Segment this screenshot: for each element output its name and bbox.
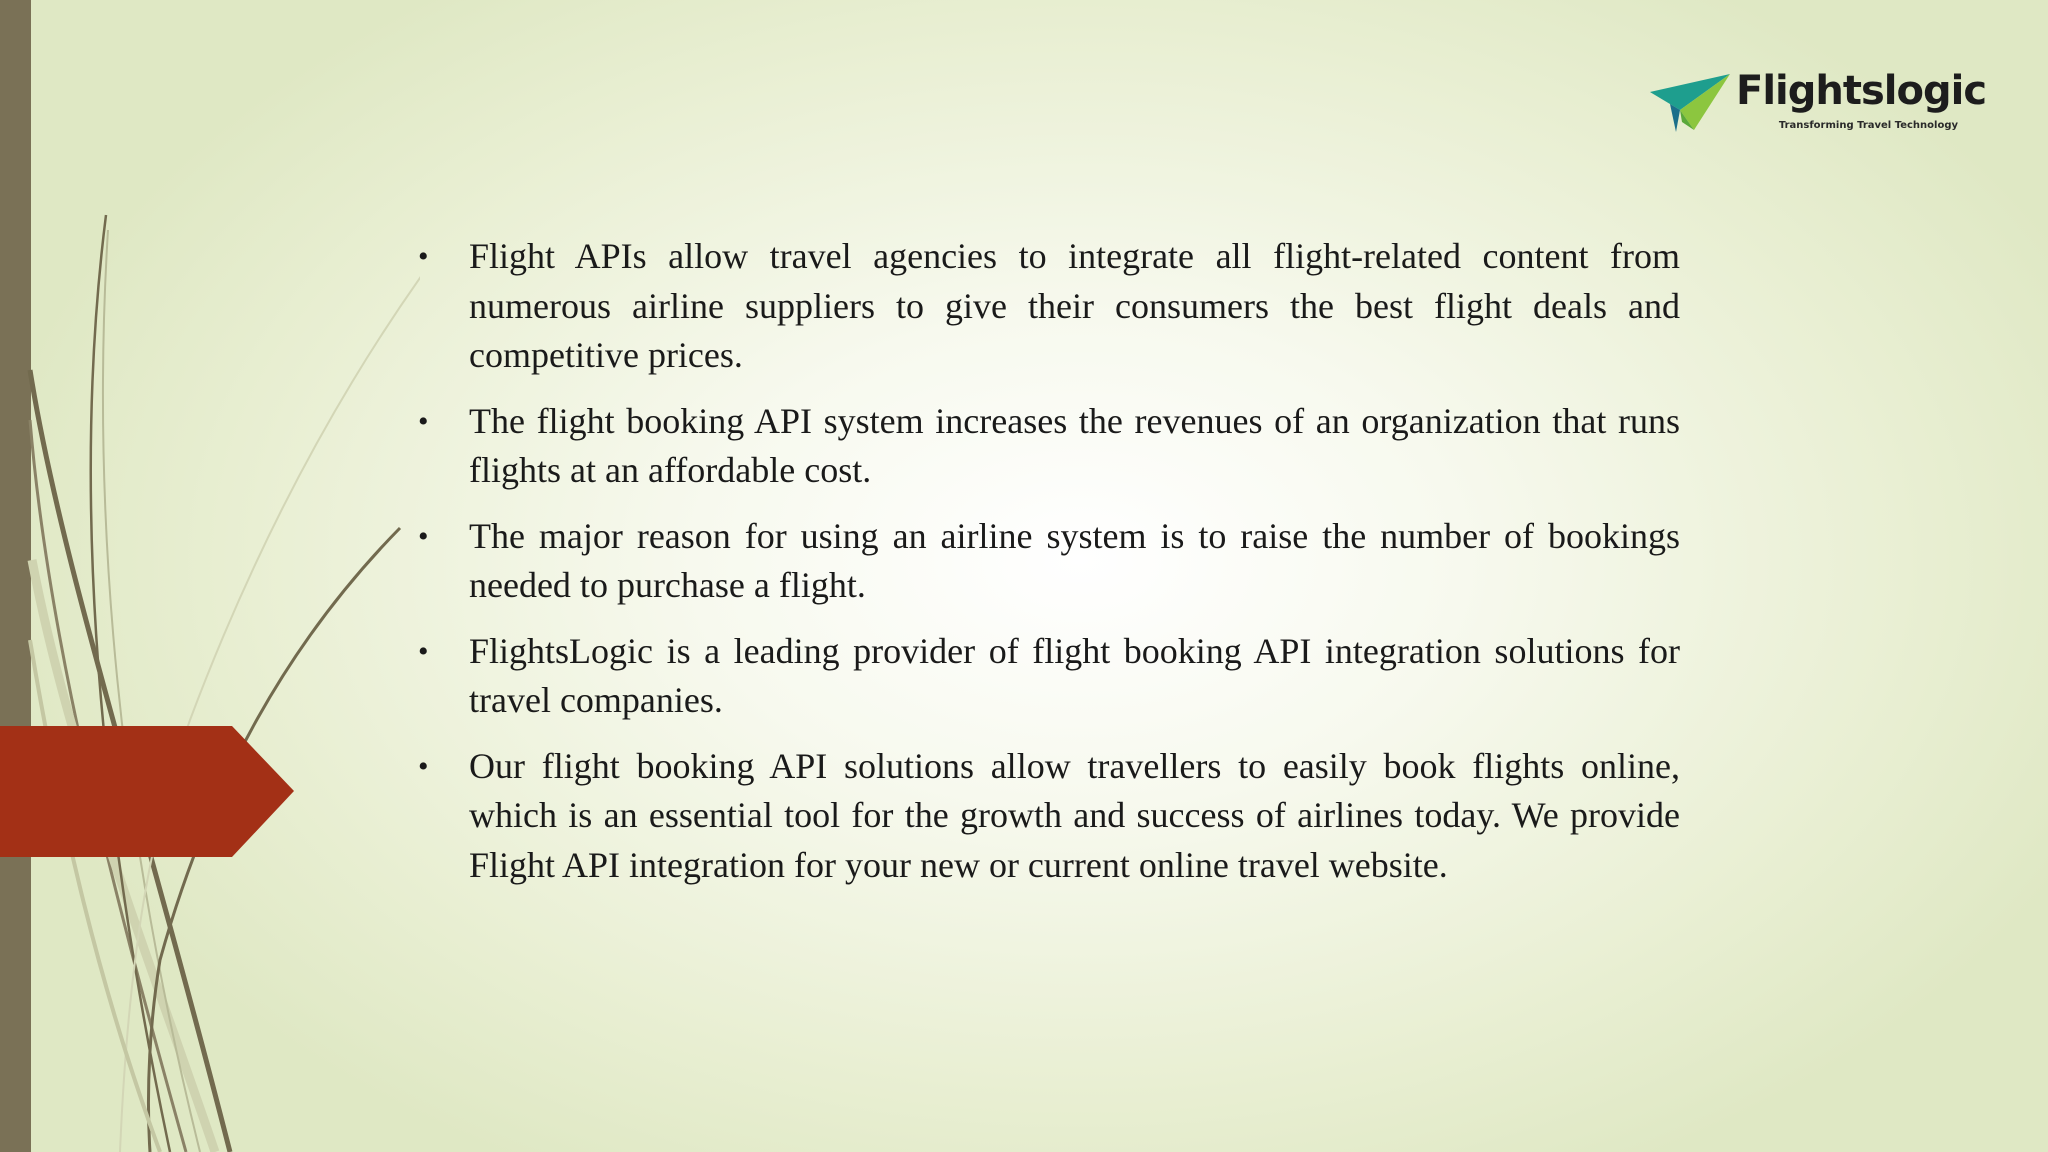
bullet-item xyxy=(418,627,1680,726)
bullet-text: The major reason for using an airline system is to raise the number of bookings needed to purchase a flight. xyxy=(469,515,1680,605)
bullet-icon: • xyxy=(418,404,429,438)
bullet-item xyxy=(418,397,1680,496)
bullet-icon: • xyxy=(418,519,429,553)
bullet-text: FlightsLogic is a leading provider of flight booking API integration solutions for travel companies. xyxy=(469,630,1680,720)
bullet-item xyxy=(418,232,1680,381)
bullet-text: Our flight booking API solutions allow travellers to easily book flights online, which is an essential tool for the growth and success of airlines today. We provide Flight API integration for your new or current online travel website. xyxy=(469,745,1680,885)
decorative-curves xyxy=(0,0,420,1152)
bullet-text: Flight APIs allow travel agencies to integrate all flight-related content from numerous airline suppliers to give their consumers the best flight deals and competitive prices. xyxy=(469,236,1680,375)
company-logo xyxy=(1650,68,1987,136)
bullet-item xyxy=(418,742,1680,891)
paper-plane-icon xyxy=(1650,70,1730,136)
bullet-icon: • xyxy=(418,749,429,783)
logo-name: Flightslogic xyxy=(1736,68,1987,114)
bullet-icon: • xyxy=(418,634,429,668)
bullet-text: The flight booking API system increases the revenues of an organization that runs flights at an affordable cost. xyxy=(469,400,1680,490)
bullet-item xyxy=(418,512,1680,611)
slide-content xyxy=(418,232,1680,906)
bullet-icon: • xyxy=(418,240,429,273)
bullet-list xyxy=(418,232,1680,890)
logo-tagline: Transforming Travel Technology xyxy=(1778,120,1958,131)
accent-arrow-tab xyxy=(0,726,294,857)
